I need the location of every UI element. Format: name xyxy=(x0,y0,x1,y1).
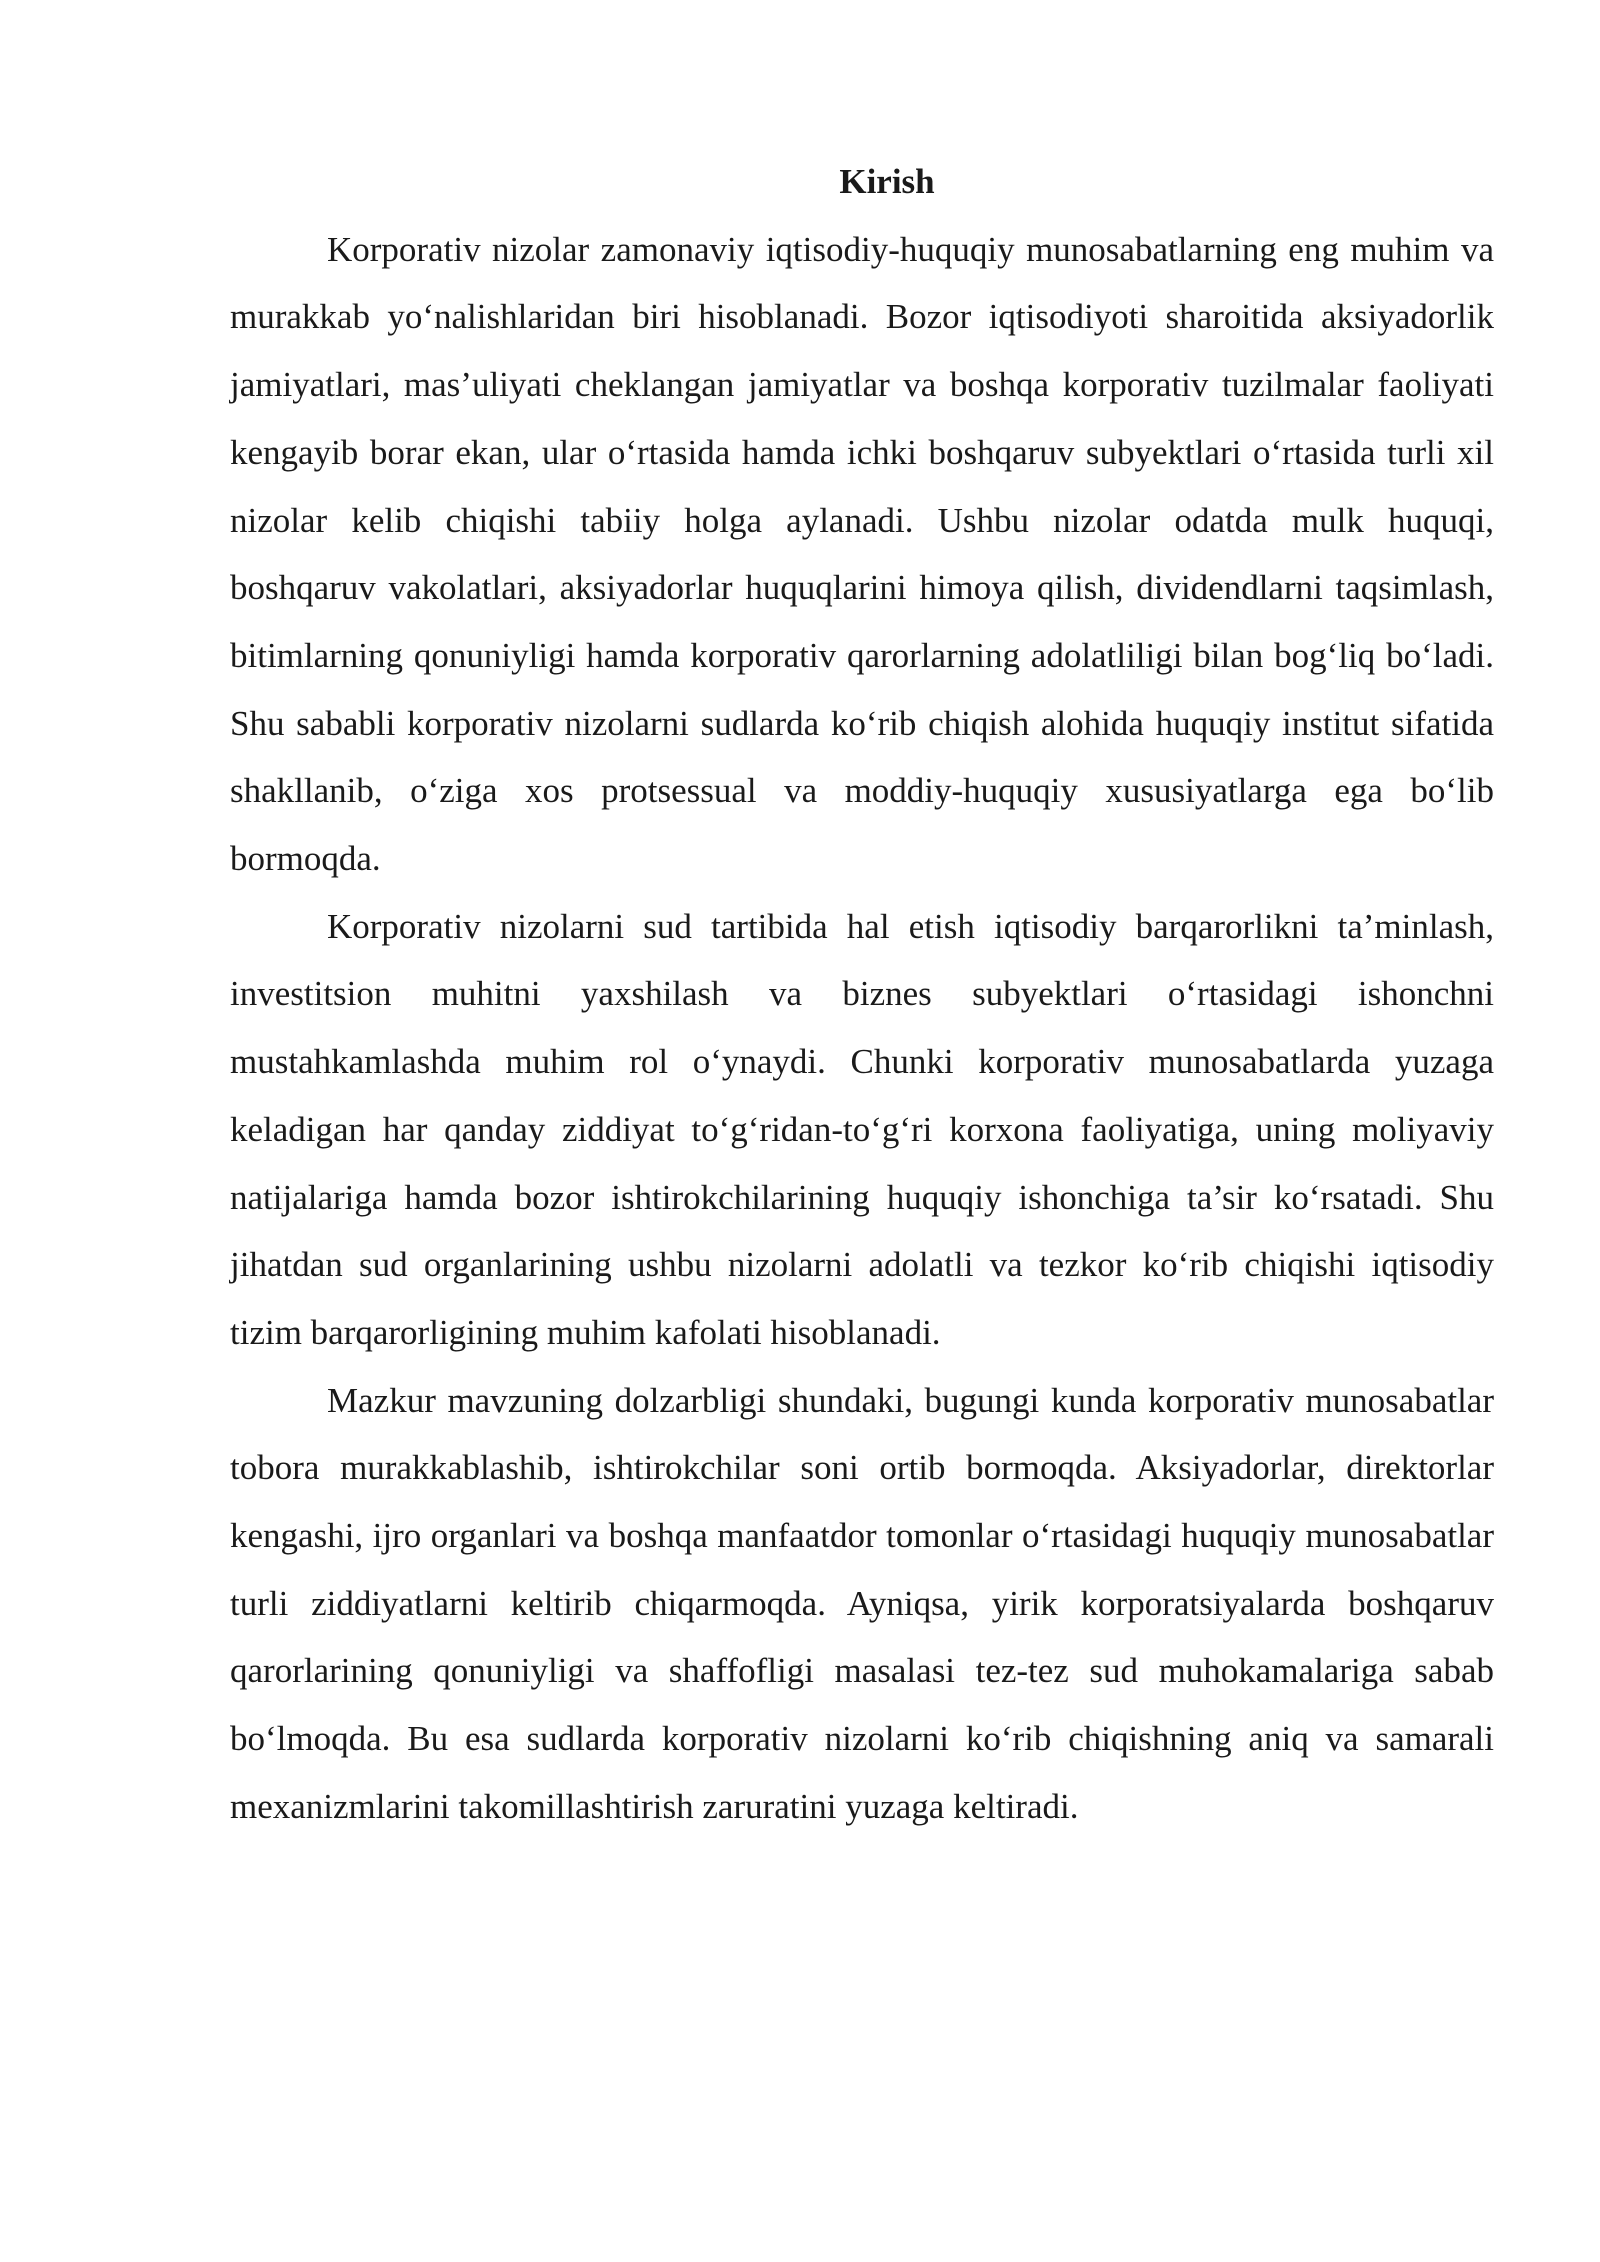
paragraph-3: Mazkur mavzuning dolzarbligi shundaki, bugungi kunda korporativ munosabatlar tobora murakkablashib, ishtirokchilar soni ortib bormoqda. Aksiyadorlar, direktorlar kengashi, ijro organlari va boshqa manfaatdor tomonlar o‘rtasidagi huquqiy munosabatlar turli ziddiyatlarni keltirib chiqarmoqda. Ayniqsa, yirik korporatsiyalarda boshqaruv qarorlarining qonuniyligi va shaffofligi masalasi tez-tez sud muhokamalariga sabab bo‘lmoqda. Bu esa sudlarda korporativ nizolarni ko‘rib chiqishning aniq va samarali mexanizmlarini takomillashtirish zaruratini yuzaga keltiradi. xyxy=(230,1380,1494,1826)
paragraph-2: Korporativ nizolarni sud tartibida hal etish iqtisodiy barqarorlikni ta’minlash, investitsion muhitni yaxshilash va biznes subyektlari o‘rtasidagi ishonchni mustahkamlashda muhim rol o‘ynaydi. Chunki korporativ munosabatlarda yuzaga keladigan har qanday ziddiyat to‘g‘ridan-to‘g‘ri korxona faoliyatiga, uning moliyaviy natijalariga hamda bozor ishtirokchilarining huquqiy ishonchiga ta’sir ko‘rsatadi. Shu jihatdan sud organlarining ushbu nizolarni adolatli va tezkor ko‘rib chiqishi iqtisodiy tizim barqarorligining muhim kafolati hisoblanadi. xyxy=(230,906,1494,1352)
page-title: Kirish xyxy=(839,162,935,201)
paragraph-1: Korporativ nizolar zamonaviy iqtisodiy-huquqiy munosabatlarning eng muhim va murakkab yo‘nalishlaridan biri hisoblanadi. Bozor iqtisodiyoti sharoitida aksiyadorlik jamiyatlari, mas’uliyati cheklangan jamiyatlar va boshqa korporativ tuzilmalar faoliyati kengayib borar ekan, ular o‘rtasida hamda ichki boshqaruv subyektlari o‘rtasida turli xil nizolar kelib chiqishi tabiiy holga aylanadi. Ushbu nizolar odatda mulk huquqi, boshqaruv vakolatlari, aksiyadorlar huquqlarini himoya qilish, dividendlarni taqsimlash, bitimlarning qonuniyligi hamda korporativ qarorlarning adolatliligi bilan bog‘liq bo‘ladi. Shu sababli korporativ nizolarni sudlarda ko‘rib chiqish alohida huquqiy institut sifatida shakllanib, o‘ziga xos protsessual va moddiy-huquqiy xususiyatlarga ega bo‘lib bormoqda. xyxy=(230,229,1494,879)
document-body xyxy=(230,148,1494,1841)
